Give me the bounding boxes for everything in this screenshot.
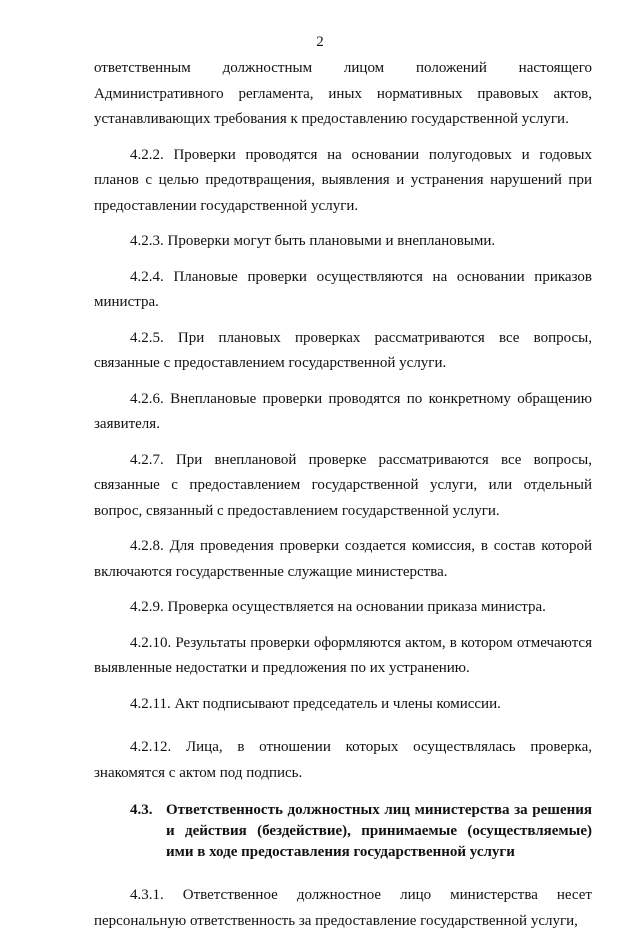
paragraph-4-2-3: 4.2.3. Проверки могут быть плановыми и внеплановыми. [130,233,496,249]
paragraph-4-2-9: 4.2.9. Проверка осуществляется на основании приказа министра. [130,599,546,615]
paragraph-4-2-6: 4.2.6. Внеплановые проверки проводятся по конкретному обращению заявителя. [94,390,592,432]
paragraph-continuation: ответственным должностным лицом положений настоящего Административного регламента, иных нормативных правовых актов, устанавливающих требования к предоставлению государственной услуги. [94,60,592,127]
page-number: 2 [316,34,324,50]
section-title: Ответственность должностных лиц министерства за решения и действия (бездействие), принимаемые (осуществляемые) ими в ходе предоставления государственной услуги [166,802,592,860]
paragraph-4-2-7: 4.2.7. При внеплановой проверке рассматриваются все вопросы, связанные с предоставлением государственной услуги, или отдельный вопрос, связанный с предоставлением государственной услуги. [94,451,592,519]
paragraph-4-2-10: 4.2.10. Результаты проверки оформляются актом, в котором отмечаются выявленные недостатки и предложения по их устранению. [94,634,592,676]
paragraph-4-3-1: 4.3.1. Ответственное должностное лицо министерства несет персональную ответственность за предоставление государственной услуги, [94,887,592,929]
paragraph-4-2-2: 4.2.2. Проверки проводятся на основании полугодовых и годовых планов с целью предотвращения, выявления и устранения нарушений при предоставлении государственной услуги. [94,146,592,214]
paragraph-4-2-12: 4.2.12. Лица, в отношении которых осуществлялась проверка, знакомятся с актом под подпись. [94,739,592,781]
paragraph-4-2-5: 4.2.5. При плановых проверках рассматриваются все вопросы, связанные с предоставлением государственной услуги. [94,329,592,371]
paragraph-4-2-4: 4.2.4. Плановые проверки осуществляются на основании приказов министра. [94,268,592,310]
section-heading [94,800,592,863]
paragraph-4-2-8: 4.2.8. Для проведения проверки создается комиссия, в состав которой включаются государственные служащие министерства. [94,538,592,580]
paragraph-4-2-11: 4.2.11. Акт подписывают председатель и члены комиссии. [130,695,501,712]
document-body [94,56,592,944]
section-number: 4.3. [130,802,153,818]
